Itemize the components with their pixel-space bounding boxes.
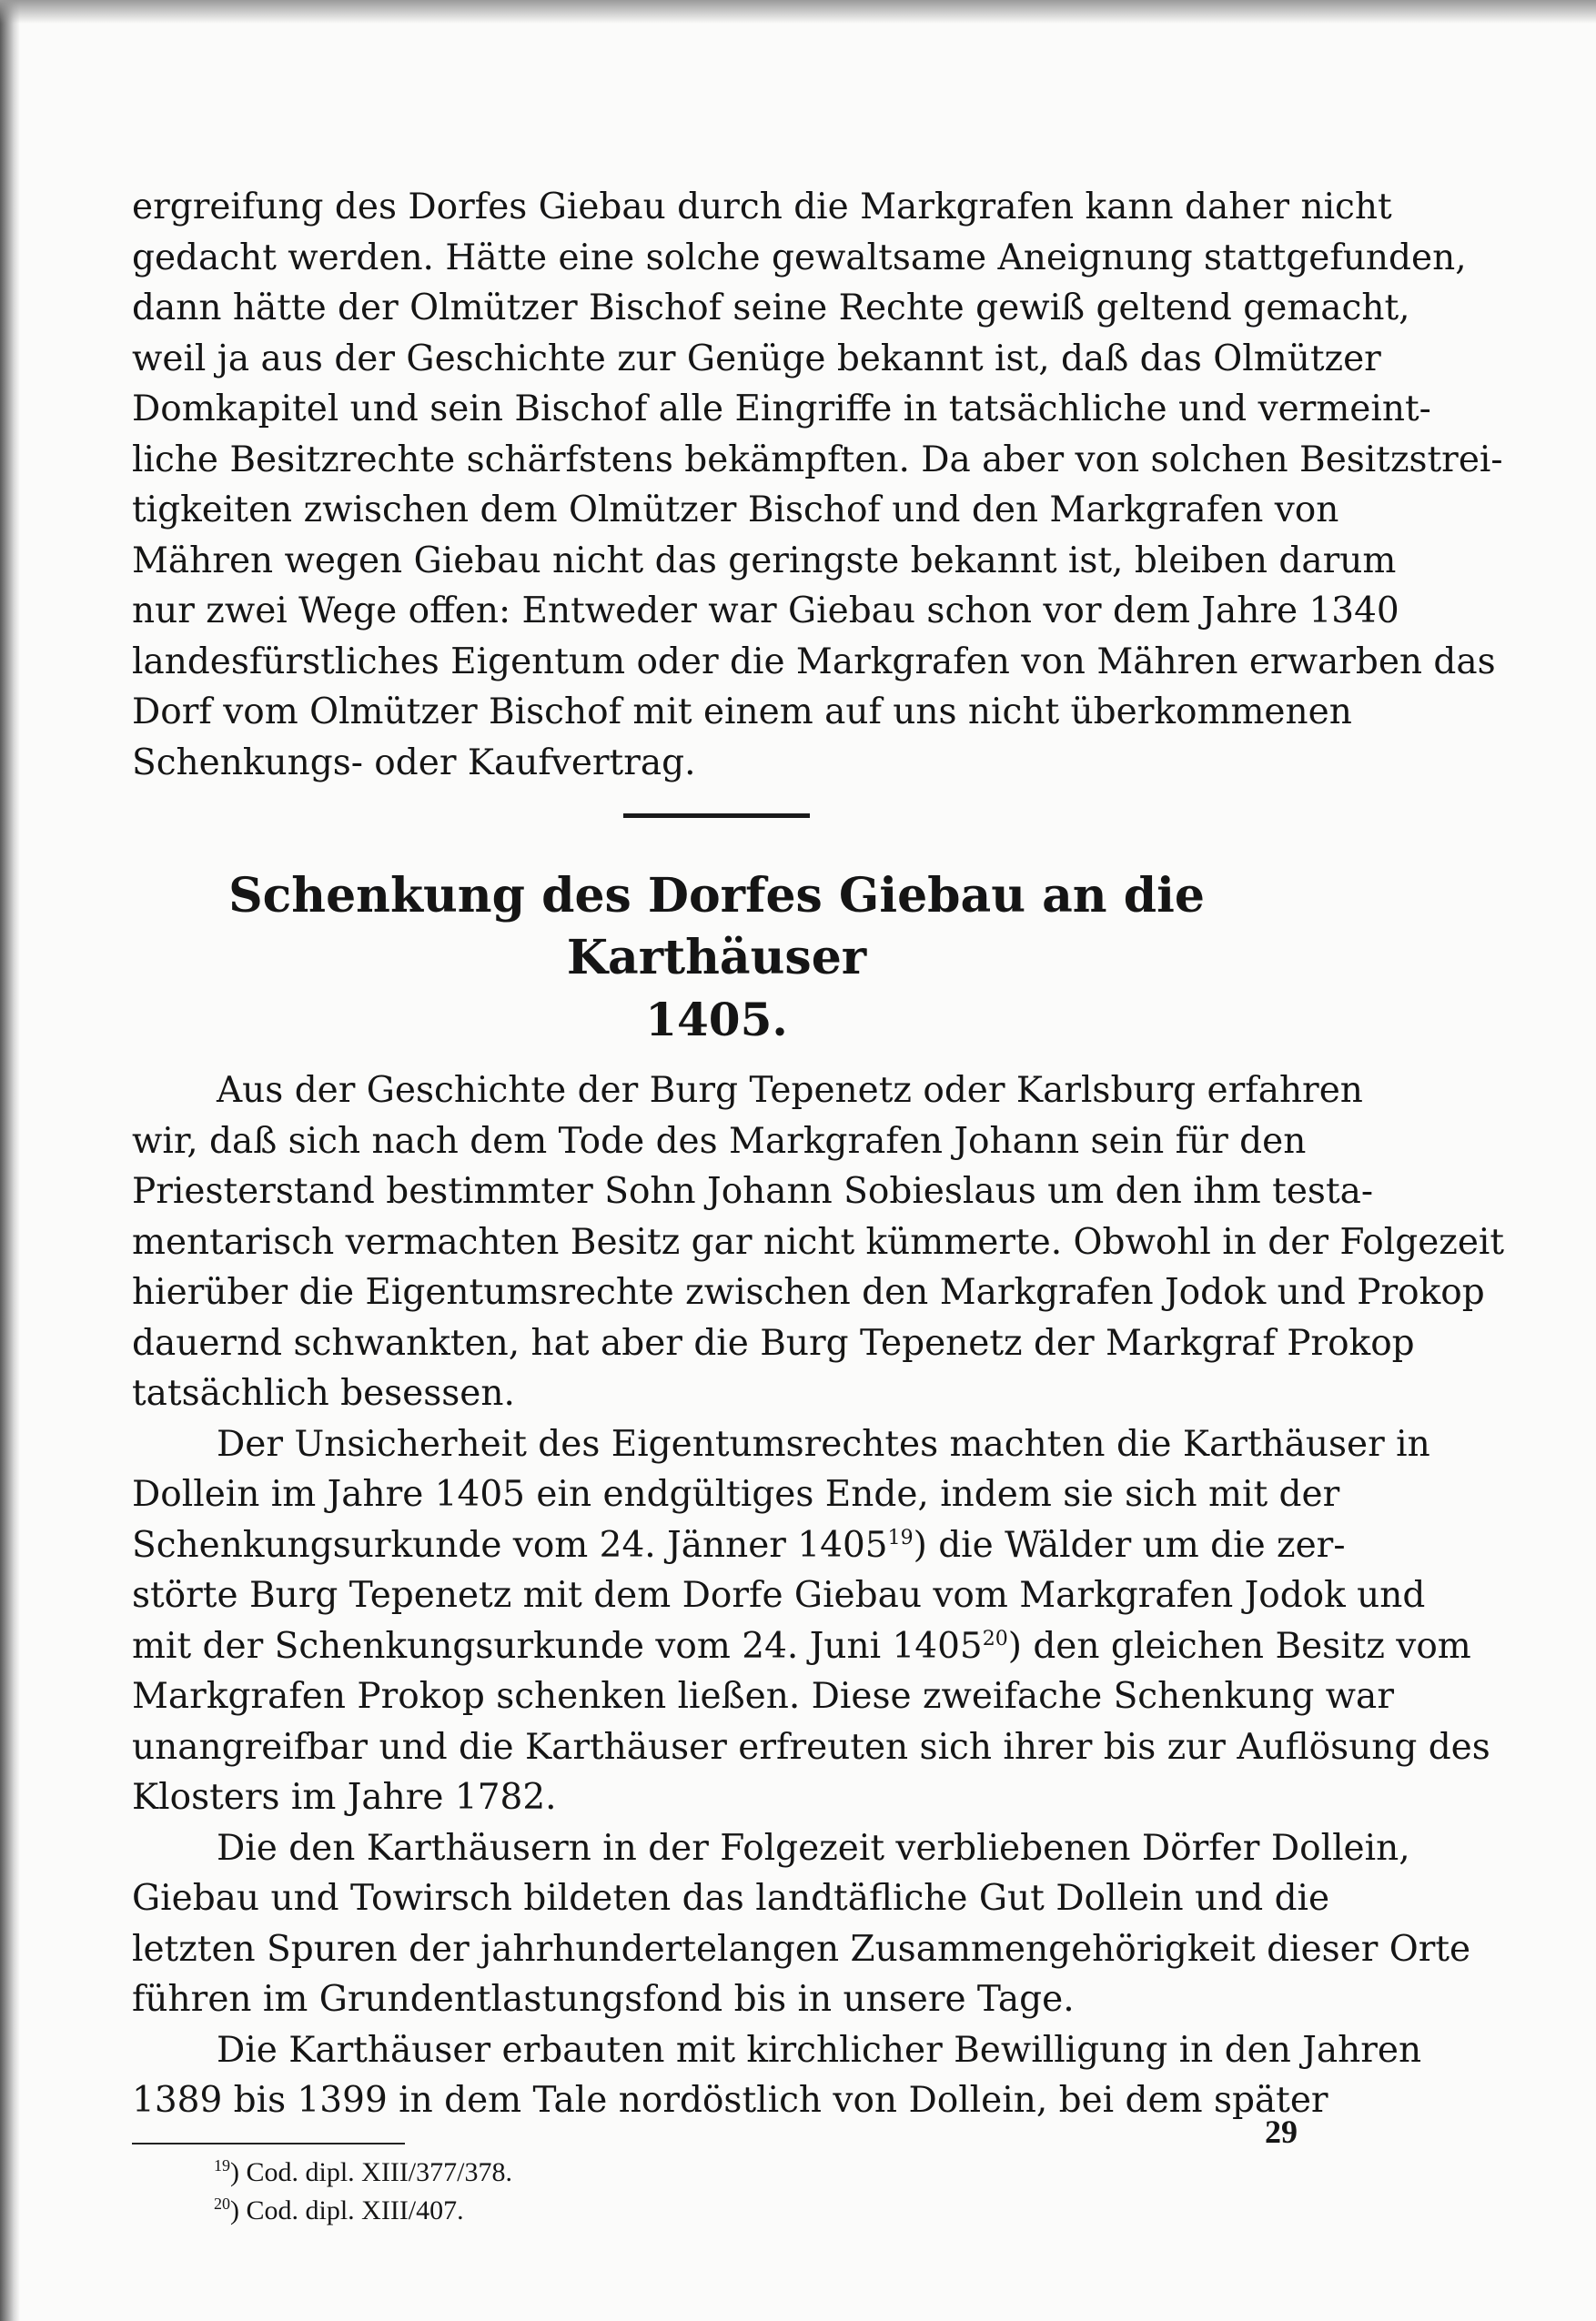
text-line: Die Karthäuser erbauten mit kirchlicher Bewilligung in den Jahren [217,2029,1422,2071]
text-line: störte Burg Tepenetz mit dem Dorfe Giebau vom Markgrafen Jodok und [132,1575,1426,1616]
page-content [132,182,1505,2230]
text-line: Schenkungs- oder Kaufvertrag. [132,742,696,783]
text-line: ergreifung des Dorfes Giebau durch die Markgrafen kann daher nicht [132,187,1392,227]
footnote-ref-20[interactable]: 20 [982,1627,1008,1650]
text-line: hierüber die Eigentumsrechte zwischen den Markgrafen Jodok und Prokop [132,1272,1485,1313]
text-line: führen im Grundentlastungsfond bis in unsere Tage. [132,1979,1075,2020]
text-line: Aus der Geschichte der Burg Tepenetz oder Karlsburg erfahren [217,1070,1363,1111]
text-line: tigkeiten zwischen dem Olmützer Bischof und den Markgrafen von [132,489,1339,530]
footnote-rule [132,2143,405,2144]
text-line: letzten Spuren der jahrhundertelangen Zusammengehörigkeit dieser Orte [132,1928,1471,1970]
paragraph-4 [132,2025,1422,2126]
text-segment: ) den gleichen Besitz vom [1007,1625,1471,1667]
text-line: mentarisch vermachten Besitz gar nicht kümmerte. Obwohl in der Folgezeit [132,1221,1505,1263]
text-line: Mähren wegen Giebau nicht das geringste bekannt ist, bleiben darum [132,540,1397,581]
section-heading-year: 1405. [645,993,788,1046]
paragraph-2 [132,1419,1490,1823]
text-line: gedacht werden. Hätte eine solche gewaltsame Aneignung stattgefunden, [132,237,1467,278]
text-line: Giebau und Towirsch bildeten das landtäfliche Gut Dollein und die [132,1878,1330,1919]
footnote-marker: 20 [214,2194,230,2213]
footnote-text: ) Cod. dipl. XIII/407. [230,2195,464,2225]
text-line [132,1621,1471,1672]
text-line: Priesterstand bestimmter Sohn Johann Sobieslaus um den ihm testa- [132,1171,1374,1212]
text-line: landesfürstliches Eigentum oder die Markgrafen von Mähren erwarben das [132,641,1496,682]
section-heading: Schenkung des Dorfes Giebau an die Karthäuser [228,868,1205,985]
paragraph-3 [132,1823,1471,2025]
text-line: dauernd schwankten, hat aber die Burg Tepenetz der Markgraf Prokop [132,1322,1415,1364]
text-line [132,1520,1346,1571]
footnote-ref-19[interactable]: 19 [887,1526,914,1549]
paragraph-1 [132,1065,1505,1419]
paragraph-top [132,182,1503,788]
footnote-20 [132,2192,1301,2230]
scan-shadow-top [0,0,1596,24]
text-line: Die den Karthäusern in der Folgezeit verbliebenen Dörfer Dollein, [217,1827,1410,1869]
text-line: Markgrafen Prokop schenken ließen. Diese zweifache Schenkung war [132,1676,1394,1717]
text-line: 1389 bis 1399 in dem Tale nordöstlich von Dollein, bei dem später [132,2080,1328,2121]
page-number: 29 [1265,2114,1298,2150]
text-line: unangreifbar und die Karthäuser erfreuten sich ihrer bis zur Auflösung des [132,1726,1490,1768]
section-divider [623,813,810,818]
text-line: liche Besitzrechte schärfstens bekämpften. Da aber von solchen Besitzstrei- [132,439,1503,480]
text-line: weil ja aus der Geschichte zur Genüge bekannt ist, daß das Olmützer [132,338,1381,379]
footnote-marker: 19 [214,2155,230,2175]
text-line: dann hätte der Olmützer Bischof seine Rechte gewiß geltend gemacht, [132,288,1410,328]
text-segment: mit der Schenkungsurkunde vom 24. Juni 1405 [132,1625,983,1667]
text-line: Domkapitel und sein Bischof alle Eingriffe in tatsächliche und vermeint- [132,389,1431,429]
text-line: nur zwei Wege offen: Entweder war Giebau schon vor dem Jahre 1340 [132,590,1399,631]
text-line: Dorf vom Olmützer Bischof mit einem auf uns nicht überkommenen [132,691,1352,732]
text-line: Dollein im Jahre 1405 ein endgültiges Ende, indem sie sich mit der [132,1474,1340,1515]
footnote-19 [132,2154,1301,2192]
text-line: wir, daß sich nach dem Tode des Markgrafen Johann sein für den [132,1120,1307,1162]
text-line: tatsächlich besessen. [132,1373,515,1414]
text-segment: ) die Wälder um die zer- [913,1524,1346,1566]
footnote-text: ) Cod. dipl. XIII/377/378. [230,2156,512,2187]
text-segment: Schenkungsurkunde vom 24. Jänner 1405 [132,1524,888,1566]
text-line: Der Unsicherheit des Eigentumsrechtes machten die Karthäuser in [217,1423,1430,1465]
scan-shadow-left [0,0,20,2321]
text-line: Klosters im Jahre 1782. [132,1777,557,1818]
